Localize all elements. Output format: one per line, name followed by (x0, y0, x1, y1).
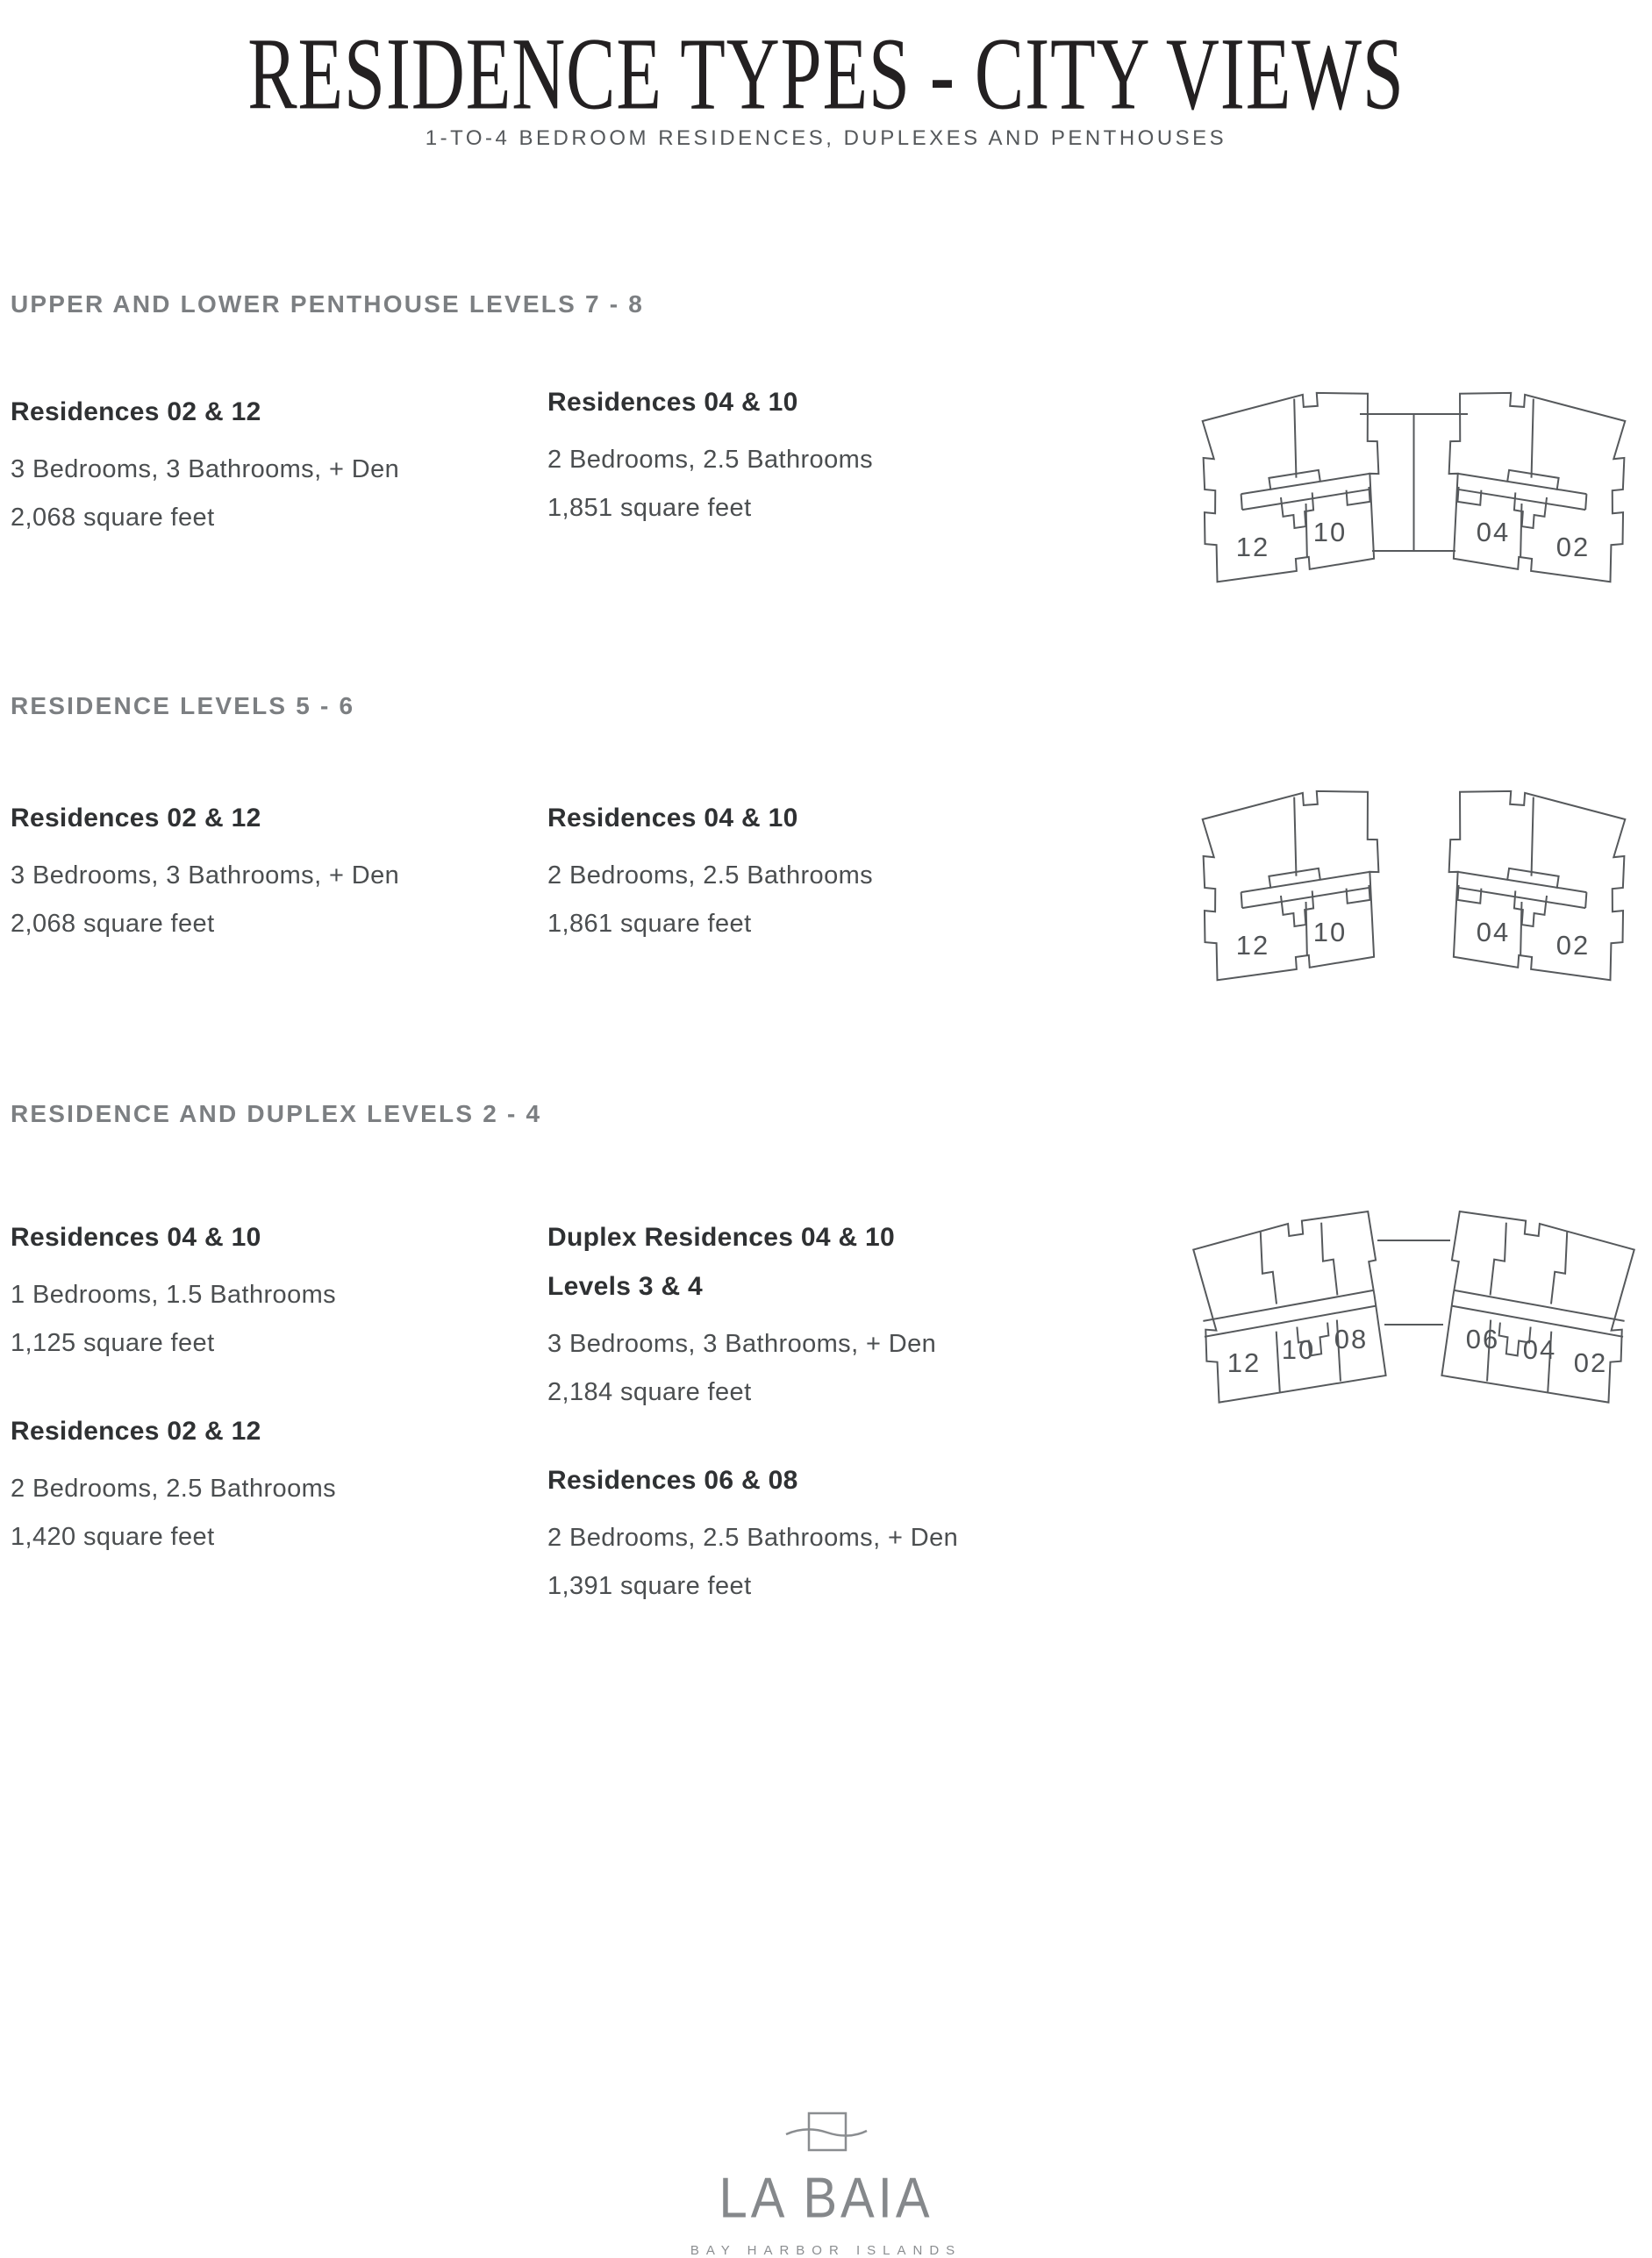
residence-area: 1,125 square feet (11, 1329, 215, 1357)
unit-label: 10 (1312, 917, 1348, 947)
section-heading-levels-7-8: UPPER AND LOWER PENTHOUSE LEVELS 7 - 8 (11, 290, 644, 318)
brand-tagline: BAY HARBOR ISLANDS (690, 2243, 962, 2258)
unit-label: 04 (1476, 517, 1511, 547)
unit-label: 10 (1281, 1334, 1316, 1365)
section-heading-levels-2-4: RESIDENCE AND DUPLEX LEVELS 2 - 4 (11, 1100, 542, 1127)
section2-column1 (11, 803, 537, 997)
page-subtitle: 1-TO-4 BEDROOM RESIDENCES, DUPLEXES AND PENTHOUSES (425, 126, 1227, 150)
residence-spec: 3 Bedrooms, 3 Bathrooms, + Den (547, 1330, 937, 1358)
unit-label: 04 (1476, 917, 1511, 947)
page-title: RESIDENCE TYPES - CITY VIEWS (247, 16, 1405, 131)
residence-title: Residences 04 & 10 (547, 804, 798, 832)
residence-area: 1,391 square feet (547, 1572, 752, 1600)
residence-spec: 3 Bedrooms, 3 Bathrooms, + Den (11, 455, 400, 483)
residence-block (11, 1222, 537, 1368)
residence-block (11, 1416, 537, 1561)
residence-block (547, 803, 1074, 948)
residence-title: Residences 02 & 12 (11, 1417, 261, 1446)
section3-column1 (11, 1222, 537, 1610)
unit-label: 10 (1312, 517, 1348, 547)
residence-area: 2,068 square feet (11, 910, 215, 938)
residence-spec: 2 Bedrooms, 2.5 Bathrooms (547, 861, 874, 890)
section2-column2 (547, 803, 1074, 997)
floorplan-levels-7-8 (1176, 384, 1652, 595)
residence-title: Residences 04 & 10 (547, 388, 798, 417)
residence-area: 2,184 square feet (547, 1378, 752, 1406)
residence-block (547, 1465, 1074, 1611)
residence-block (547, 387, 1074, 532)
residence-block (11, 397, 537, 542)
residence-block (11, 803, 537, 948)
unit-label: 02 (1555, 930, 1591, 961)
residence-spec: 3 Bedrooms, 3 Bathrooms, + Den (11, 861, 400, 890)
unit-label: 08 (1334, 1324, 1369, 1354)
labaia-wave-square-icon (784, 2109, 869, 2156)
brand-footer (0, 2109, 1652, 2258)
residence-area: 1,420 square feet (11, 1523, 215, 1551)
floorplan-levels-5-6 (1176, 782, 1652, 993)
residence-area: 2,068 square feet (11, 504, 215, 532)
residence-title: Duplex Residences 04 & 10 (547, 1223, 896, 1252)
unit-label: 02 (1573, 1347, 1608, 1378)
residence-spec: 2 Bedrooms, 2.5 Bathrooms, + Den (547, 1524, 959, 1552)
residence-area: 1,861 square feet (547, 910, 752, 938)
unit-label: 12 (1226, 1347, 1262, 1378)
unit-label: 06 (1465, 1324, 1500, 1354)
unit-label: 12 (1235, 930, 1270, 961)
unit-label: 02 (1555, 532, 1591, 562)
residence-block (547, 1222, 1074, 1417)
residence-title: Residences 04 & 10 (11, 1223, 261, 1252)
section3-column2 (547, 1222, 1074, 1659)
residence-spec: 1 Bedrooms, 1.5 Bathrooms (11, 1281, 337, 1309)
residence-levels: Levels 3 & 4 (547, 1272, 704, 1301)
brand-wordmark: LA BAIA (719, 2166, 933, 2230)
section-heading-levels-5-6: RESIDENCE LEVELS 5 - 6 (11, 692, 355, 719)
section1-column1 (11, 397, 537, 590)
unit-label: 04 (1522, 1334, 1557, 1365)
unit-label: 12 (1235, 532, 1270, 562)
residence-title: Residences 06 & 08 (547, 1466, 798, 1495)
section1-column2 (547, 387, 1074, 581)
residence-spec: 2 Bedrooms, 2.5 Bathrooms (547, 446, 874, 474)
floorplan-levels-2-4 (1176, 1204, 1652, 1423)
residence-spec: 2 Bedrooms, 2.5 Bathrooms (11, 1475, 337, 1503)
residence-area: 1,851 square feet (547, 494, 752, 522)
residence-title: Residences 02 & 12 (11, 804, 261, 832)
residence-title: Residences 02 & 12 (11, 397, 261, 426)
